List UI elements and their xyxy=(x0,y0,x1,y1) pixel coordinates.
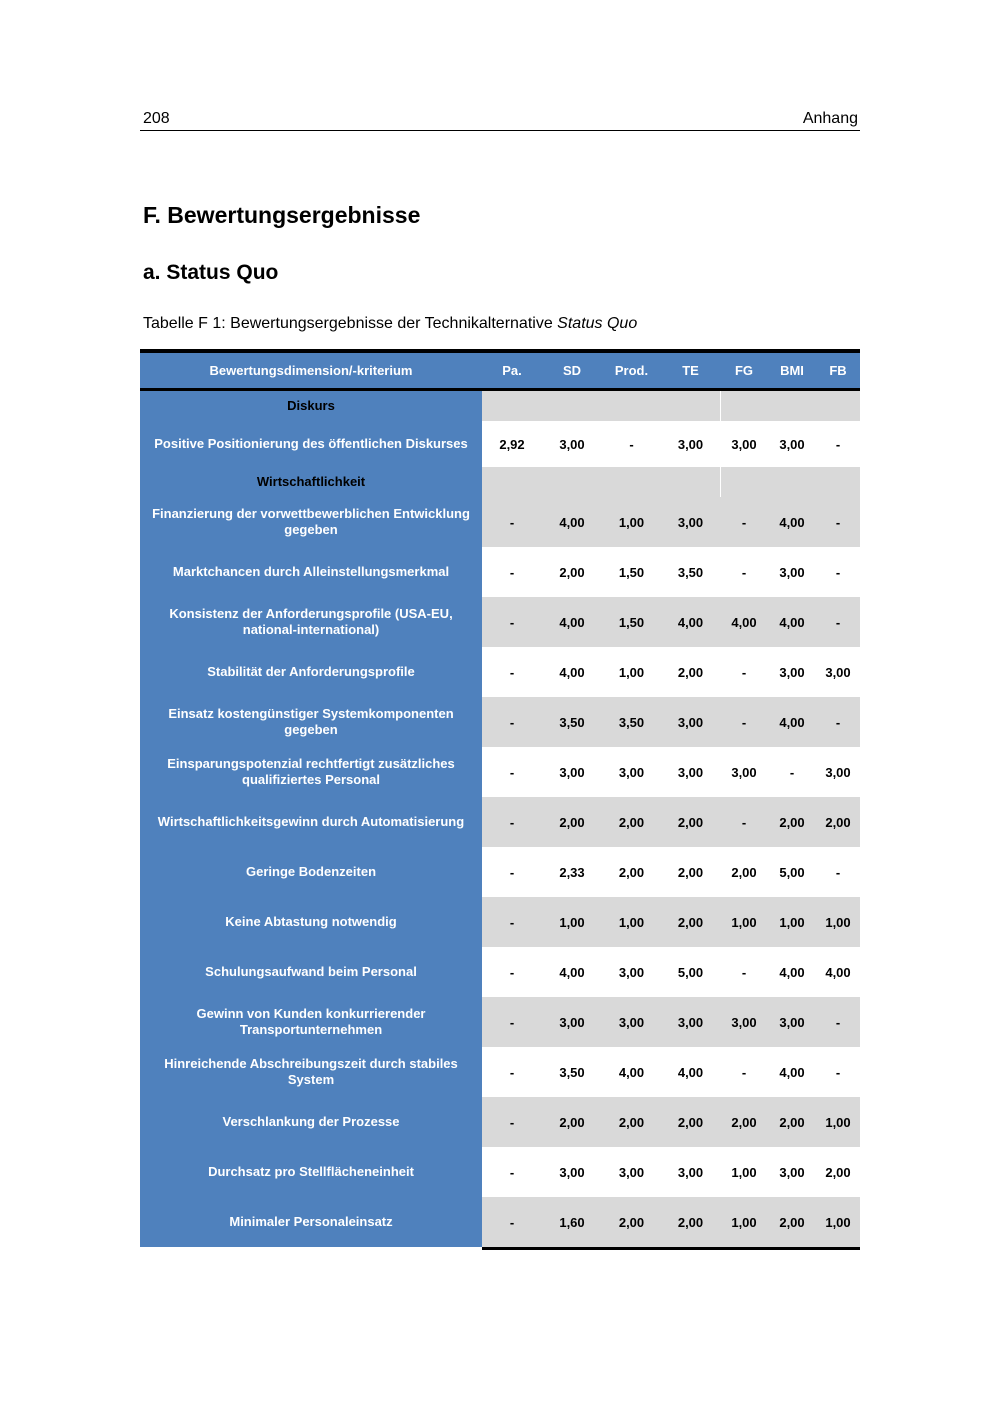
cell-bmi: 1,00 xyxy=(779,914,805,930)
cell-pa: - xyxy=(509,714,515,730)
table-row xyxy=(140,947,860,997)
cell-te: 2,00 xyxy=(677,1214,704,1230)
row-values xyxy=(482,947,860,997)
criterion-label: Gewinn von Kunden konkurrierender Transportunternehmen xyxy=(140,997,482,1047)
row-values xyxy=(482,597,860,647)
table-caption xyxy=(143,315,637,333)
cell-sd: 3,50 xyxy=(559,1064,585,1080)
cell-fb: - xyxy=(835,864,841,880)
cell-bmi: 3,00 xyxy=(779,664,805,680)
cell-pa: - xyxy=(509,764,515,780)
section-row xyxy=(140,391,860,421)
cell-bmi: 2,00 xyxy=(779,1214,805,1230)
cell-sd: 3,50 xyxy=(559,714,585,730)
section-heading: a. Status Quo xyxy=(143,261,279,284)
cell-fg: 4,00 xyxy=(731,614,757,630)
cell-sd: 1,00 xyxy=(559,914,585,930)
row-values xyxy=(482,847,860,897)
cell-sd: 4,00 xyxy=(559,964,585,980)
cell-te: 3,50 xyxy=(677,564,704,580)
column-header-fg: FG xyxy=(734,363,754,378)
criterion-label: Positive Positionierung des öffentlichen Diskurses xyxy=(140,421,482,467)
column-header-sd: SD xyxy=(562,363,582,378)
cell-fb: - xyxy=(835,614,841,630)
criterion-label: Einsparungspotenzial rechtfertigt zusätzliches qualifiziertes Personal xyxy=(140,747,482,797)
cell-bmi: 3,00 xyxy=(779,564,805,580)
cell-prod: 1,00 xyxy=(618,914,645,930)
table-row xyxy=(140,1197,860,1247)
table-bottom-rule xyxy=(482,1247,860,1250)
table-row xyxy=(140,597,860,647)
table-row xyxy=(140,547,860,597)
column-header-pa: Pa. xyxy=(502,363,522,378)
cell-sd: 2,33 xyxy=(559,864,585,880)
cell-pa: 2,92 xyxy=(499,436,525,452)
column-header-fb: FB xyxy=(829,363,847,378)
cell-te: 2,00 xyxy=(677,864,704,880)
cell-pa: - xyxy=(509,564,515,580)
cell-prod: 1,50 xyxy=(618,614,645,630)
criterion-label: Einsatz kostengünstiger Systemkomponenten gegeben xyxy=(140,697,482,747)
cell-prod: 3,00 xyxy=(618,1164,645,1180)
cell-bmi: 4,00 xyxy=(779,514,805,530)
cell-bmi: 2,00 xyxy=(779,814,805,830)
cell-pa: - xyxy=(509,1064,515,1080)
cell-te: 3,00 xyxy=(677,514,704,530)
cell-te: 2,00 xyxy=(677,1114,704,1130)
cell-pa: - xyxy=(509,1164,515,1180)
cell-te: 3,00 xyxy=(677,1014,704,1030)
cell-fg: 1,00 xyxy=(731,1214,757,1230)
cell-fb: 1,00 xyxy=(825,1114,851,1130)
cell-pa: - xyxy=(509,614,515,630)
cell-prod: 2,00 xyxy=(618,1214,645,1230)
cell-bmi: 4,00 xyxy=(779,964,805,980)
cell-fg: - xyxy=(741,564,747,580)
cell-pa: - xyxy=(509,1014,515,1030)
cell-te: 2,00 xyxy=(677,664,704,680)
column-header-te: TE xyxy=(682,363,699,378)
criterion-label: Durchsatz pro Stellflächeneinheit xyxy=(140,1147,482,1197)
row-values xyxy=(482,421,860,467)
criterion-label: Wirtschaftlichkeitsgewinn durch Automatisierung xyxy=(140,797,482,847)
cell-sd: 4,00 xyxy=(559,514,585,530)
criterion-label: Verschlankung der Prozesse xyxy=(140,1097,482,1147)
caption-text: Tabelle F 1: Bewertungsergebnisse der Technikalternative xyxy=(143,315,558,332)
criterion-label: Minimaler Personaleinsatz xyxy=(140,1197,482,1247)
running-header xyxy=(140,108,860,131)
criterion-label: Geringe Bodenzeiten xyxy=(140,847,482,897)
cell-fg: - xyxy=(741,514,747,530)
cell-sd: 2,00 xyxy=(559,564,585,580)
criterion-label: Stabilität der Anforderungsprofile xyxy=(140,647,482,697)
table-row xyxy=(140,747,860,797)
row-values xyxy=(482,1097,860,1147)
table-row xyxy=(140,1047,860,1097)
cell-prod: 3,00 xyxy=(618,1014,645,1030)
row-values xyxy=(482,547,860,597)
cell-te: 5,00 xyxy=(677,964,704,980)
cell-te: 2,00 xyxy=(677,814,704,830)
chapter-heading: F. Bewertungsergebnisse xyxy=(143,202,421,228)
cell-bmi: 3,00 xyxy=(779,1014,805,1030)
cell-pa: - xyxy=(509,664,515,680)
cell-prod: 1,50 xyxy=(618,564,645,580)
row-values xyxy=(482,997,860,1047)
cell-pa: - xyxy=(509,814,515,830)
criterion-label: Konsistenz der Anforderungsprofile (USA-EU, national-international) xyxy=(140,597,482,647)
cell-prod: 2,00 xyxy=(618,1114,645,1130)
cell-fb: 1,00 xyxy=(825,914,851,930)
row-values xyxy=(482,897,860,947)
cell-te: 3,00 xyxy=(677,714,704,730)
row-values xyxy=(482,697,860,747)
column-header-criterion: Bewertungsdimension/-kriterium xyxy=(209,363,413,378)
section-band-divider xyxy=(720,467,721,497)
cell-fb: - xyxy=(835,714,841,730)
caption-italic: Status Quo xyxy=(557,315,638,332)
cell-fg: 2,00 xyxy=(731,864,757,880)
table-row xyxy=(140,697,860,747)
cell-pa: - xyxy=(509,964,515,980)
section-row xyxy=(140,467,860,497)
cell-pa: - xyxy=(509,514,515,530)
cell-fg: 3,00 xyxy=(731,764,757,780)
cell-fg: 3,00 xyxy=(731,1014,757,1030)
cell-prod: 1,00 xyxy=(618,514,645,530)
cell-fb: 3,00 xyxy=(825,664,851,680)
cell-prod: 2,00 xyxy=(618,814,645,830)
cell-fg: - xyxy=(741,714,747,730)
table-header-row xyxy=(140,353,860,388)
section-label: Wirtschaftlichkeit xyxy=(140,467,482,497)
cell-pa: - xyxy=(509,1114,515,1130)
row-values xyxy=(482,497,860,547)
row-values xyxy=(482,747,860,797)
table-row xyxy=(140,1097,860,1147)
cell-bmi: 2,00 xyxy=(779,1114,805,1130)
cell-te: 3,00 xyxy=(677,1164,704,1180)
cell-pa: - xyxy=(509,1214,515,1230)
cell-bmi: 3,00 xyxy=(779,436,805,452)
criterion-label: Keine Abtastung notwendig xyxy=(140,897,482,947)
page-number: 208 xyxy=(143,110,170,127)
cell-sd: 4,00 xyxy=(559,614,585,630)
cell-bmi: 4,00 xyxy=(779,614,805,630)
criterion-label: Hinreichende Abschreibungszeit durch stabiles System xyxy=(140,1047,482,1097)
results-table xyxy=(140,349,860,1250)
running-title: Anhang xyxy=(802,110,858,127)
cell-fb: 3,00 xyxy=(825,764,851,780)
table-row xyxy=(140,1147,860,1197)
cell-fg: 1,00 xyxy=(731,914,757,930)
criterion-label: Marktchancen durch Alleinstellungsmerkmal xyxy=(140,547,482,597)
cell-fb: 2,00 xyxy=(825,814,851,830)
cell-fb: - xyxy=(835,514,841,530)
cell-pa: - xyxy=(509,864,515,880)
cell-prod: 2,00 xyxy=(618,864,645,880)
cell-te: 2,00 xyxy=(677,914,704,930)
cell-sd: 3,00 xyxy=(559,1014,585,1030)
cell-sd: 3,00 xyxy=(559,1164,585,1180)
cell-fg: - xyxy=(741,1064,747,1080)
section-value-band xyxy=(482,391,860,421)
table-row xyxy=(140,797,860,847)
row-values xyxy=(482,1047,860,1097)
table-row xyxy=(140,997,860,1047)
cell-sd: 2,00 xyxy=(559,1114,585,1130)
cell-fg: - xyxy=(741,964,747,980)
cell-prod: 4,00 xyxy=(618,1064,645,1080)
section-label: Diskurs xyxy=(140,391,482,421)
cell-fb: - xyxy=(835,564,841,580)
row-values xyxy=(482,647,860,697)
cell-prod: 3,50 xyxy=(618,714,645,730)
section-band-divider xyxy=(720,391,721,421)
cell-bmi: 4,00 xyxy=(779,714,805,730)
cell-fg: 1,00 xyxy=(731,1164,757,1180)
cell-fb: 2,00 xyxy=(825,1164,851,1180)
cell-te: 4,00 xyxy=(677,614,704,630)
cell-fb: 1,00 xyxy=(825,1214,851,1230)
cell-fg: 3,00 xyxy=(731,436,757,452)
cell-fg: - xyxy=(741,664,747,680)
cell-fg: - xyxy=(741,814,747,830)
cell-bmi: - xyxy=(789,764,795,780)
cell-sd: 3,00 xyxy=(559,764,585,780)
column-header-bmi: BMI xyxy=(780,363,804,378)
cell-bmi: 3,00 xyxy=(779,1164,805,1180)
cell-te: 4,00 xyxy=(677,1064,704,1080)
cell-prod: 3,00 xyxy=(618,964,645,980)
cell-fb: - xyxy=(835,1014,841,1030)
cell-te: 3,00 xyxy=(677,436,704,452)
cell-prod: - xyxy=(629,436,634,452)
table-row xyxy=(140,497,860,547)
cell-sd: 2,00 xyxy=(559,814,585,830)
table-body xyxy=(140,391,860,1247)
section-value-band xyxy=(482,467,860,497)
cell-prod: 1,00 xyxy=(618,664,645,680)
row-values xyxy=(482,797,860,847)
cell-te: 3,00 xyxy=(677,764,704,780)
cell-sd: 4,00 xyxy=(559,664,585,680)
criterion-label: Schulungsaufwand beim Personal xyxy=(140,947,482,997)
cell-fg: 2,00 xyxy=(731,1114,757,1130)
cell-sd: 3,00 xyxy=(559,436,585,452)
cell-pa: - xyxy=(509,914,515,930)
row-values xyxy=(482,1147,860,1197)
cell-fb: 4,00 xyxy=(825,964,851,980)
table-row xyxy=(140,421,860,467)
criterion-label: Finanzierung der vorwettbewerblichen Entwicklung gegeben xyxy=(140,497,482,547)
table-row xyxy=(140,897,860,947)
table-row xyxy=(140,847,860,897)
cell-bmi: 5,00 xyxy=(779,864,805,880)
column-header-prod: Prod. xyxy=(614,363,649,378)
table-row xyxy=(140,647,860,697)
row-values xyxy=(482,1197,860,1247)
cell-bmi: 4,00 xyxy=(779,1064,805,1080)
cell-prod: 3,00 xyxy=(618,764,645,780)
cell-fb: - xyxy=(835,436,841,452)
cell-sd: 1,60 xyxy=(559,1214,585,1230)
cell-fb: - xyxy=(835,1064,841,1080)
